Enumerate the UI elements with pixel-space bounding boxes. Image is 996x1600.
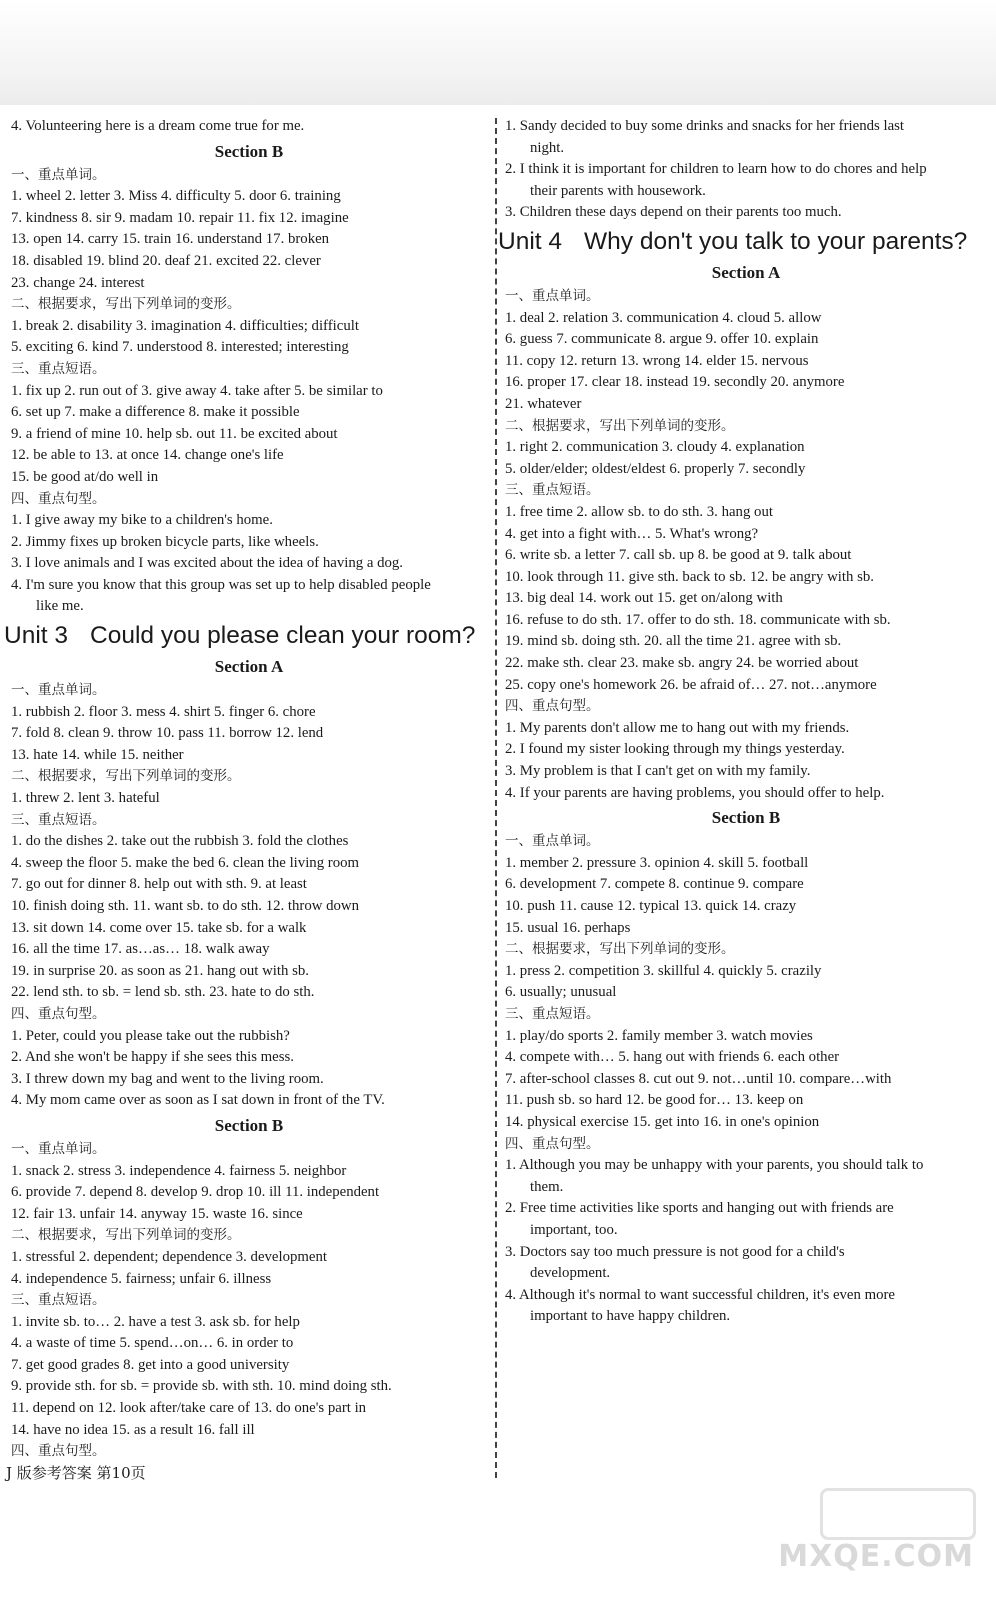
answer-line: 13. hate 14. while 15. neither bbox=[11, 746, 184, 763]
answer-line: 3. I love animals and I was excited about the idea of having a dog. bbox=[11, 555, 403, 572]
answer-line: 4. a waste of time 5. spend…on… 6. in order to bbox=[11, 1335, 294, 1352]
answer-line: 22. make sth. clear 23. make sb. angry 24. be worried about bbox=[505, 655, 859, 672]
watermark-logo bbox=[820, 1488, 976, 1540]
exercise-heading: 三、重点短语。 bbox=[505, 1005, 600, 1022]
answer-line: 12. fair 13. unfair 14. anyway 15. waste 16. since bbox=[11, 1205, 303, 1222]
answer-line: 7. fold 8. clean 9. throw 10. pass 11. borrow 12. lend bbox=[11, 725, 324, 742]
exercise-heading: 一、重点单词。 bbox=[505, 287, 600, 304]
answer-line: 11. push sb. so hard 12. be good for… 13. keep on bbox=[505, 1092, 804, 1109]
exercise-heading: 二、根据要求，写出下列单词的变形。 bbox=[505, 941, 735, 958]
left-column bbox=[4, 116, 490, 1463]
answer-line: 22. lend sth. to sb. = lend sb. sth. 23. hate to do sth. bbox=[11, 984, 315, 1001]
unit-title: Why don't you talk to your parents? bbox=[584, 227, 968, 255]
unit-title: Could you please clean your room? bbox=[90, 622, 476, 650]
answer-line: 13. sit down 14. come over 15. take sb. for a walk bbox=[11, 919, 307, 936]
answer-line: 19. in surprise 20. as soon as 21. hang out with sb. bbox=[11, 962, 309, 979]
answer-line-continued: important, too. bbox=[530, 1221, 618, 1238]
answer-line: 2. Free time activities like sports and hanging out with friends are bbox=[505, 1200, 894, 1217]
section-heading: Section B bbox=[214, 1115, 284, 1135]
answer-line: 13. big deal 14. work out 15. get on/along with bbox=[505, 590, 783, 607]
answer-line: 12. be able to 13. at once 14. change one's life bbox=[11, 447, 284, 464]
exercise-heading: 二、根据要求，写出下列单词的变形。 bbox=[11, 1227, 241, 1244]
answer-line: 3. Children these days depend on their parents too much. bbox=[505, 204, 842, 221]
exercise-heading: 四、重点句型。 bbox=[11, 1005, 106, 1022]
unit-number: Unit 4 bbox=[498, 227, 563, 255]
column-divider bbox=[495, 118, 497, 1478]
answer-line-continued: their parents with housework. bbox=[530, 182, 706, 199]
answer-line: 7. go out for dinner 8. help out with sth. 9. at least bbox=[11, 876, 307, 893]
answer-line: 6. set up 7. make a difference 8. make it possible bbox=[11, 404, 300, 421]
answer-line: 19. mind sb. doing sth. 20. all the time 21. agree with sb. bbox=[505, 633, 842, 650]
answer-line: 1. right 2. communication 3. cloudy 4. explanation bbox=[505, 439, 805, 456]
answer-line: 1. wheel 2. letter 3. Miss 4. difficulty 5. door 6. training bbox=[11, 188, 341, 205]
answer-line: 9. provide sth. for sb. = provide sb. with sth. 10. mind doing sth. bbox=[11, 1378, 392, 1395]
unit-heading bbox=[4, 619, 490, 653]
answer-line: 25. copy one's homework 26. be afraid of… 27. not…anymore bbox=[505, 676, 877, 693]
answer-line: 4. compete with… 5. hang out with friends 6. each other bbox=[505, 1049, 840, 1066]
answer-line: 5. older/elder; oldest/eldest 6. properly 7. secondly bbox=[505, 460, 806, 477]
answer-line: 16. proper 17. clear 18. instead 19. secondly 20. anymore bbox=[505, 374, 845, 391]
answer-line: 1. Sandy decided to buy some drinks and snacks for her friends last bbox=[505, 118, 905, 134]
answer-line: 7. get good grades 8. get into a good university bbox=[11, 1356, 290, 1373]
answer-line: 3. Doctors say too much pressure is not good for a child's bbox=[505, 1243, 845, 1260]
answer-line: 4. My mom came over as soon as I sat down in front of the TV. bbox=[11, 1092, 385, 1109]
answer-line: 7. after-school classes 8. cut out 9. not…until 10. compare…with bbox=[505, 1070, 892, 1087]
right-column bbox=[498, 116, 990, 1328]
answer-line-continued: important to have happy children. bbox=[530, 1308, 731, 1325]
section-heading: Section A bbox=[214, 657, 284, 677]
unit-number: Unit 3 bbox=[4, 622, 69, 650]
exercise-heading: 二、根据要求，写出下列单词的变形。 bbox=[11, 768, 241, 785]
answer-line: 3. My problem is that I can't get on with my family. bbox=[505, 763, 811, 780]
answer-line: 4. If your parents are having problems, you should offer to help. bbox=[505, 784, 885, 801]
exercise-heading: 三、重点短语。 bbox=[11, 811, 106, 828]
answer-line: 4. Volunteering here is a dream come true for me. bbox=[11, 118, 305, 134]
answer-line: 6. provide 7. depend 8. develop 9. drop 10. ill 11. independent bbox=[11, 1184, 380, 1201]
answer-line: 3. I threw down my bag and went to the living room. bbox=[11, 1070, 324, 1087]
answer-line: 4. independence 5. fairness; unfair 6. illness bbox=[11, 1270, 272, 1287]
answer-line: 14. have no idea 15. as a result 16. fall ill bbox=[11, 1421, 255, 1438]
answer-line: 2. I think it is important for children to learn how to do chores and help bbox=[505, 161, 927, 178]
answer-line: 11. depend on 12. look after/take care of 13. do one's part in bbox=[11, 1400, 367, 1417]
answer-line: 1. snack 2. stress 3. independence 4. fairness 5. neighbor bbox=[11, 1162, 347, 1179]
answer-line: 1. press 2. competition 3. skillful 4. quickly 5. crazily bbox=[505, 962, 822, 979]
exercise-heading: 四、重点句型。 bbox=[505, 1135, 600, 1152]
answer-line: 10. finish doing sth. 11. want sb. to do sth. 12. throw down bbox=[11, 898, 360, 914]
answer-line: 23. change 24. interest bbox=[11, 274, 145, 291]
exercise-heading: 三、重点短语。 bbox=[11, 360, 106, 377]
answer-line: 1. invite sb. to… 2. have a test 3. ask sb. for help bbox=[11, 1313, 300, 1330]
answer-line: 4. get into a fight with… 5. What's wrong? bbox=[505, 525, 759, 542]
section-heading: Section A bbox=[711, 262, 781, 282]
exercise-heading: 三、重点短语。 bbox=[505, 482, 600, 499]
answer-line: 6. write sb. a letter 7. call sb. up 8. be good at 9. talk about bbox=[505, 547, 852, 564]
answer-line-continued: development. bbox=[530, 1265, 611, 1282]
answer-line: 1. Peter, could you please take out the rubbish? bbox=[11, 1027, 290, 1044]
answer-line: 1. stressful 2. dependent; dependence 3. development bbox=[11, 1248, 327, 1265]
answer-line: 1. I give away my bike to a children's home. bbox=[11, 512, 273, 529]
answer-line: 1. play/do sports 2. family member 3. watch movies bbox=[505, 1027, 813, 1044]
answer-line: 16. all the time 17. as…as… 18. walk away bbox=[11, 941, 270, 958]
watermark-text: MXQE.COM bbox=[778, 1539, 974, 1574]
page-footer: J 版参考答案 第10页 bbox=[6, 1464, 146, 1482]
exercise-heading: 一、重点单词。 bbox=[11, 166, 106, 183]
answer-line: 16. refuse to do sth. 17. offer to do sth. 18. communicate with sb. bbox=[505, 611, 891, 628]
answer-line: 10. look through 11. give sth. back to sb. 12. be angry with sb. bbox=[505, 568, 874, 585]
answer-line: 21. whatever bbox=[505, 395, 582, 412]
answer-line-continued: like me. bbox=[36, 598, 84, 615]
answer-line: 2. I found my sister looking through my things yesterday. bbox=[505, 741, 845, 758]
answer-line: 6. guess 7. communicate 8. argue 9. offer 10. explain bbox=[505, 331, 819, 348]
section-heading: Section B bbox=[214, 141, 284, 161]
unit-heading bbox=[498, 225, 990, 259]
answer-line: 13. open 14. carry 15. train 16. understand 17. broken bbox=[11, 231, 330, 248]
answer-line: 6. development 7. compete 8. continue 9. compare bbox=[505, 876, 804, 893]
answer-line: 9. a friend of mine 10. help sb. out 11. be excited about bbox=[11, 425, 338, 442]
exercise-heading: 一、重点单词。 bbox=[11, 682, 106, 699]
answer-line: 4. sweep the floor 5. make the bed 6. clean the living room bbox=[11, 854, 360, 871]
answer-line: 1. rubbish 2. floor 3. mess 4. shirt 5. finger 6. chore bbox=[11, 703, 316, 720]
answer-line: 2. Jimmy fixes up broken bicycle parts, like wheels. bbox=[11, 533, 319, 550]
answer-line: 15. usual 16. perhaps bbox=[505, 919, 631, 936]
exercise-heading: 四、重点句型。 bbox=[505, 698, 600, 715]
exercise-heading: 二、根据要求，写出下列单词的变形。 bbox=[505, 417, 735, 434]
exercise-heading: 四、重点句型。 bbox=[11, 1443, 106, 1460]
exercise-heading: 二、根据要求，写出下列单词的变形。 bbox=[11, 296, 241, 313]
answer-line: 18. disabled 19. blind 20. deaf 21. excited 22. clever bbox=[11, 252, 321, 269]
answer-line: 14. physical exercise 15. get into 16. in one's opinion bbox=[505, 1113, 820, 1130]
answer-line: 4. I'm sure you know that this group was set up to help disabled people bbox=[11, 576, 431, 593]
top-margin-band bbox=[0, 0, 996, 105]
answer-line: 1. Although you may be unhappy with your parents, you should talk to bbox=[505, 1157, 924, 1174]
exercise-heading: 一、重点单词。 bbox=[505, 833, 600, 850]
answer-line: 1. break 2. disability 3. imagination 4. difficulties; difficult bbox=[11, 317, 359, 334]
section-heading: Section B bbox=[711, 808, 781, 828]
answer-line: 1. fix up 2. run out of 3. give away 4. take after 5. be similar to bbox=[11, 382, 383, 399]
answer-line: 7. kindness 8. sir 9. madam 10. repair 11. fix 12. imagine bbox=[11, 209, 349, 226]
answer-line: 10. push 11. cause 12. typical 13. quick 14. crazy bbox=[505, 898, 797, 914]
answer-line: 4. Although it's normal to want successful children, it's even more bbox=[505, 1286, 895, 1303]
answer-line: 15. be good at/do well in bbox=[11, 468, 159, 485]
answer-line: 1. My parents don't allow me to hang out with my friends. bbox=[505, 719, 850, 736]
exercise-heading: 四、重点句型。 bbox=[11, 490, 106, 507]
answer-line-continued: night. bbox=[530, 139, 565, 156]
exercise-heading: 三、重点短语。 bbox=[11, 1292, 106, 1309]
answer-line: 11. copy 12. return 13. wrong 14. elder 15. nervous bbox=[505, 352, 809, 369]
answer-line: 1. deal 2. relation 3. communication 4. cloud 5. allow bbox=[505, 309, 822, 326]
answer-line-continued: them. bbox=[530, 1178, 564, 1195]
answer-line: 1. threw 2. lent 3. hateful bbox=[11, 790, 160, 807]
answer-line: 1. member 2. pressure 3. opinion 4. skill 5. football bbox=[505, 854, 809, 871]
answer-line: 1. do the dishes 2. take out the rubbish 3. fold the clothes bbox=[11, 833, 349, 850]
answer-line: 1. free time 2. allow sb. to do sth. 3. hang out bbox=[505, 503, 773, 520]
exercise-heading: 一、重点单词。 bbox=[11, 1140, 106, 1157]
answer-line: 6. usually; unusual bbox=[505, 984, 617, 1001]
answer-line: 2. And she won't be happy if she sees this mess. bbox=[11, 1049, 294, 1066]
answer-line: 5. exciting 6. kind 7. understood 8. interested; interesting bbox=[11, 339, 349, 356]
